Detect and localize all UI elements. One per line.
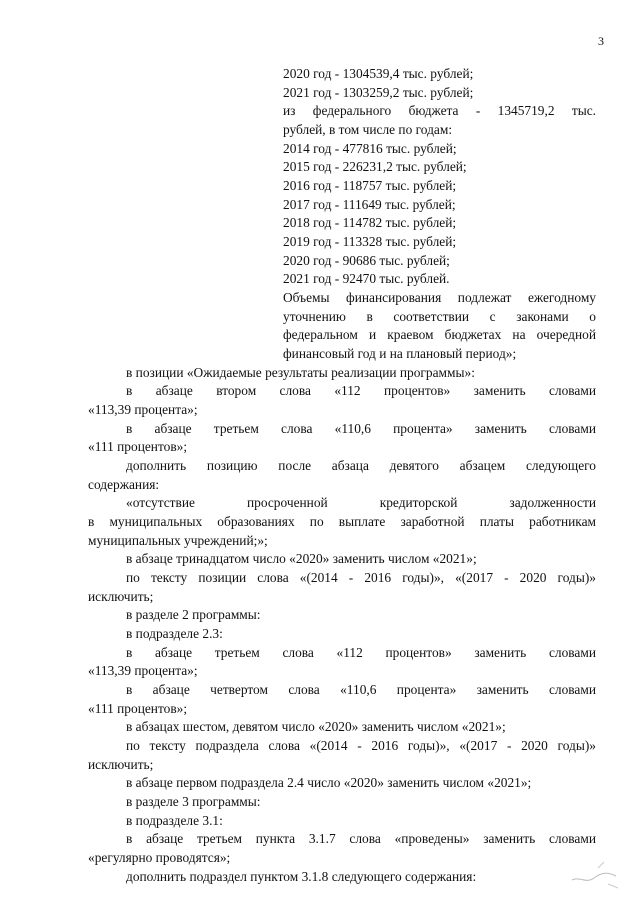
page-number: 3 [598,34,604,48]
text-line: содержания: [88,477,160,492]
text-line: по тексту подраздела слова «(2014 - 2016 годы)», «(2017 - 2020 годы)» [126,738,596,753]
text-line: 2016 год - 118757 тыс. рублей; [283,178,457,193]
text-line: Объемы финансирования подлежат ежегодному [283,290,596,305]
text-line: «регулярно проводятся»; [88,850,231,865]
text-line: «111 процентов»; [88,439,188,454]
text-line: «113,39 процента»; [88,402,198,417]
text-line: 2021 год - 1303259,2 тыс. рублей; [283,85,474,100]
text-line: в абзаце третьем слова «110,6 процента» заменить словами [126,421,596,436]
text-line: в абзаце четвертом слова «110,6 процента» заменить словами [126,682,596,697]
text-line: финансовый год и на плановый период»; [283,346,517,361]
text-line: 2019 год - 113328 тыс. рублей; [283,234,457,249]
text-line: «отсутствие просроченной кредиторской задолженности [126,495,596,510]
text-line: в подразделе 2.3: [126,626,223,641]
text-line: исключить; [88,757,154,772]
text-line: исключить; [88,589,154,604]
text-line: рублей, в том числе по годам: [283,122,453,137]
text-line: в абзаце втором слова «112 процентов» заменить словами [126,383,596,398]
text-line: в абзаце третьем слова «112 процентов» заменить словами [126,645,596,660]
text-line: муниципальных учреждений;»; [88,533,268,548]
scan-mark [568,858,628,898]
text-line: в подразделе 3.1: [126,813,223,828]
text-line: в муниципальных образованиях по выплате заработной платы работникам [88,514,596,529]
text-line: «111 процентов»; [88,701,188,716]
text-line: в абзацах шестом, девятом число «2020» заменить числом «2021»; [126,719,506,734]
text-line: 2020 год - 1304539,4 тыс. рублей; [283,66,474,81]
text-line: 2017 год - 111649 тыс. рублей; [283,197,456,212]
text-line: из федерального бюджета - 1345719,2 тыс. [283,103,596,118]
text-line: в абзаце третьем пункта 3.1.7 слова «проведены» заменить словами [126,831,596,846]
text-line: дополнить позицию после абзаца девятого абзацем следующего [126,458,596,473]
text-line: 2018 год - 114782 тыс. рублей; [283,215,457,230]
text-line: в позиции «Ожидаемые результаты реализации программы»: [126,365,475,380]
text-line: федеральном и краевом бюджетах на очередной [283,327,596,342]
text-line: 2020 год - 90686 тыс. рублей; [283,253,450,268]
text-line: дополнить подраздел пунктом 3.1.8 следующего содержания: [126,869,477,884]
text-line: 2021 год - 92470 тыс. рублей. [283,271,450,286]
text-line: в разделе 3 программы: [126,794,261,809]
text-line: в разделе 2 программы: [126,607,261,622]
text-line: 2015 год - 226231,2 тыс. рублей; [283,159,467,174]
text-line: в абзаце тринадцатом число «2020» заменить числом «2021»; [126,551,477,566]
text-line: по тексту позиции слова «(2014 - 2016 годы)», «(2017 - 2020 годы)» [126,570,596,585]
text-line: в абзаце первом подраздела 2.4 число «2020» заменить числом «2021»; [126,775,532,790]
text-line: уточнению в соответствии с законами о [283,309,596,324]
text-line: «113,39 процента»; [88,663,198,678]
text-line: 2014 год - 477816 тыс. рублей; [283,141,457,156]
